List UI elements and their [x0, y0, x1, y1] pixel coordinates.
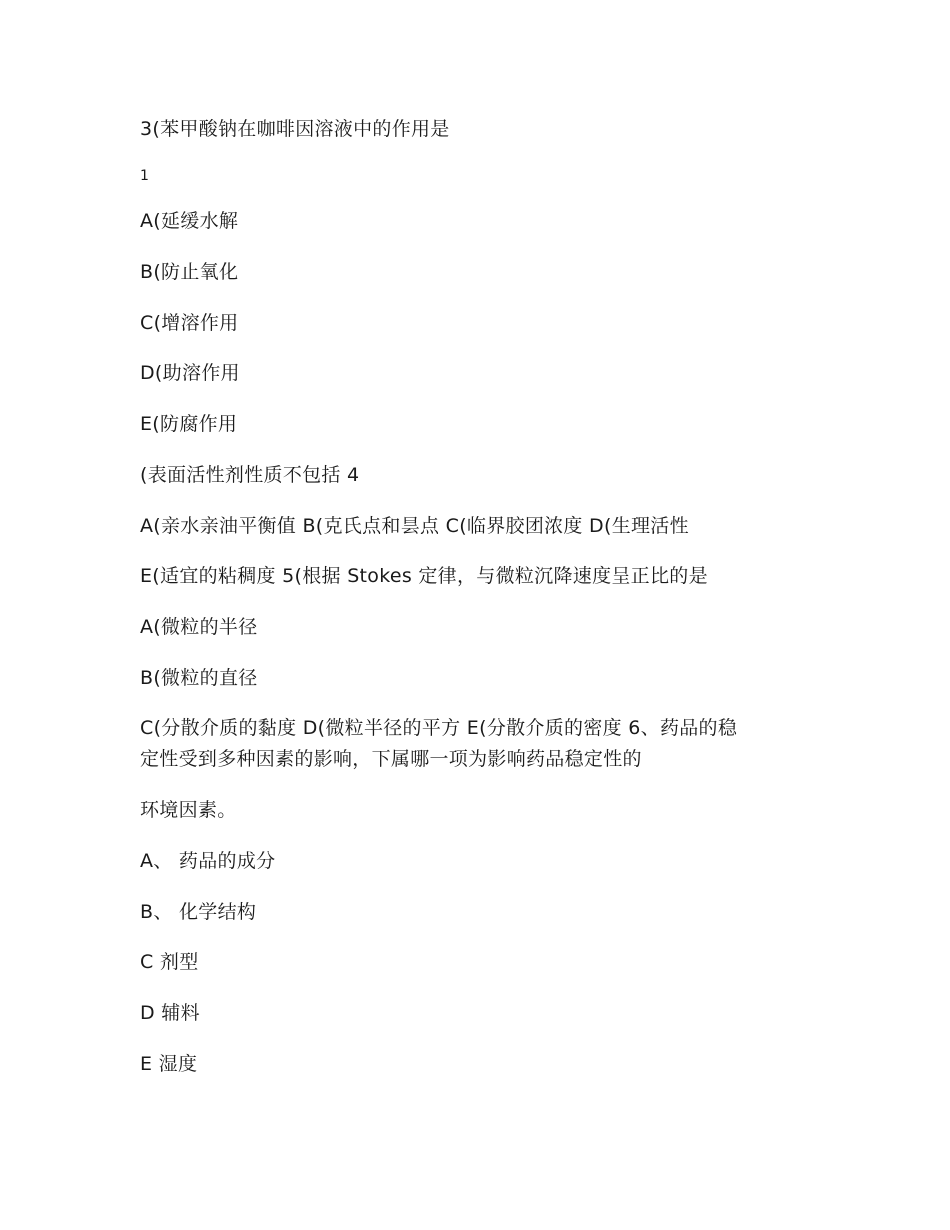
option-b-text: B、 化学结构 — [140, 901, 257, 923]
option-e-text: E(防腐作用 — [140, 413, 238, 435]
question-6-text-end: 环境因素。 — [140, 799, 237, 821]
option-c-text: C(增溶作用 — [140, 312, 239, 334]
option-e-text: E 湿度 — [140, 1053, 198, 1075]
question-6-text-continued: 定性受到多种因素的影响，下属哪一项为影响药品稳定性的 — [140, 748, 642, 770]
option-a-text: A(延缓水解 — [140, 210, 239, 232]
option-c-text: C 剂型 — [140, 951, 199, 973]
question-5-text: E(适宜的粘稠度 5(根据 Stokes 定律，与微粒沉降速度呈正比的是 — [140, 565, 708, 587]
option-a-text: A、 药品的成分 — [140, 850, 276, 872]
question-5-options-and-question-6: C(分散介质的黏度 D(微粒半径的平方 E(分散介质的密度 6、药品的稳 — [140, 717, 738, 739]
question-4-options: A(亲水亲油平衡值 B(克氏点和昙点 C(临界胶团浓度 D(生理活性 — [140, 515, 689, 537]
option-b-text: B(微粒的直径 — [140, 667, 258, 689]
option-b-text: B(防止氧化 — [140, 261, 239, 283]
option-a-text: A(微粒的半径 — [140, 616, 258, 638]
question-3-text: 3(苯甲酸钠在咖啡因溶液中的作用是 — [140, 118, 450, 140]
page-number-fragment: 1 — [140, 168, 150, 184]
option-d-text: D 辅料 — [140, 1002, 200, 1024]
option-d-text: D(助溶作用 — [140, 362, 240, 384]
question-4-text: (表面活性剂性质不包括 4 — [140, 464, 360, 486]
